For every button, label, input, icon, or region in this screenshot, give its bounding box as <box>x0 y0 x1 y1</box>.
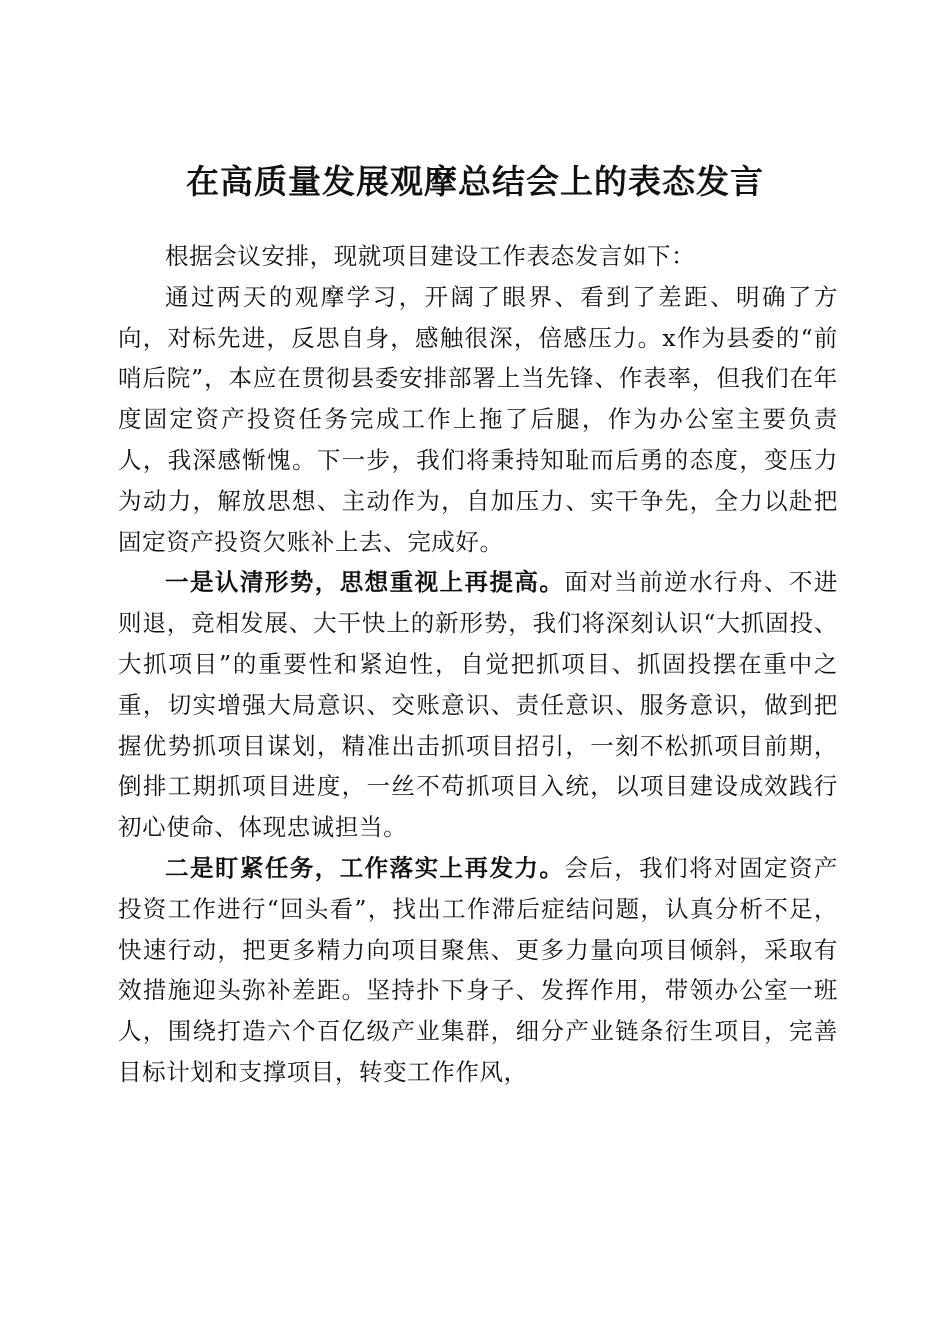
document-title: 在高质量发展观摩总结会上的表态发言 <box>186 162 764 202</box>
paragraph-lead: 一是认清形势，思想重视上再提高。 <box>165 568 565 597</box>
paragraph-text: 根据会议安排，现就项目建设工作表态发言如下： <box>165 242 696 270</box>
paragraph-point-one <box>118 562 838 848</box>
paragraph-intro <box>118 236 838 277</box>
paragraph-lead: 二是盯紧任务，工作落实上再发力。 <box>165 853 565 882</box>
paragraph-text: 通过两天的观摩学习，开阔了眼界、看到了差距、明确了方向，对标先进，反思自身，感触很深，倍感压力。x作为县委的“前哨后院”，本应在贯彻县委安排部署上当先锋、作表率，但我们在年度固定资产投资任务完成工作上拖了后腿，作为办公室主要负责人，我深感惭愧。下一步，我们将秉持知耻而后勇的态度，变压力为动力，解放思想、主动作为，自加压力、实干争先，全力以赴把固定资产投资欠账补上去、完成好。 <box>118 282 838 556</box>
paragraph-point-two <box>118 848 838 1093</box>
paragraph-reflection <box>118 277 838 563</box>
paragraph-text: 会后，我们将对固定资产投资工作进行“回头看”，找出工作滞后症结问题，认真分析不足，快速行动，把更多精力向项目聚焦、更多力量向项目倾斜，采取有效措施迎头弥补差距。坚持扑下身子、发挥作用，带领办公室一班人，围绕打造六个百亿级产业集群，细分产业链条衍生项目，完善目标计划和支撑项目，转变工作作风， <box>118 853 838 1086</box>
paragraph-text: 面对当前逆水行舟、不进则退，竞相发展、大干快上的新形势，我们将深刻认识“大抓固投、大抓项目”的重要性和紧迫性，自觉把抓项目、抓固投摆在重中之重，切实增强大局意识、交账意识、责任意识、服务意识，做到把握优势抓项目谋划，精准出击抓项目招引，一刻不松抓项目前期，倒排工期抓项目进度，一丝不苟抓项目入统，以项目建设成效践行初心使命、体现忠诚担当。 <box>118 568 838 842</box>
document-body <box>118 236 838 1093</box>
